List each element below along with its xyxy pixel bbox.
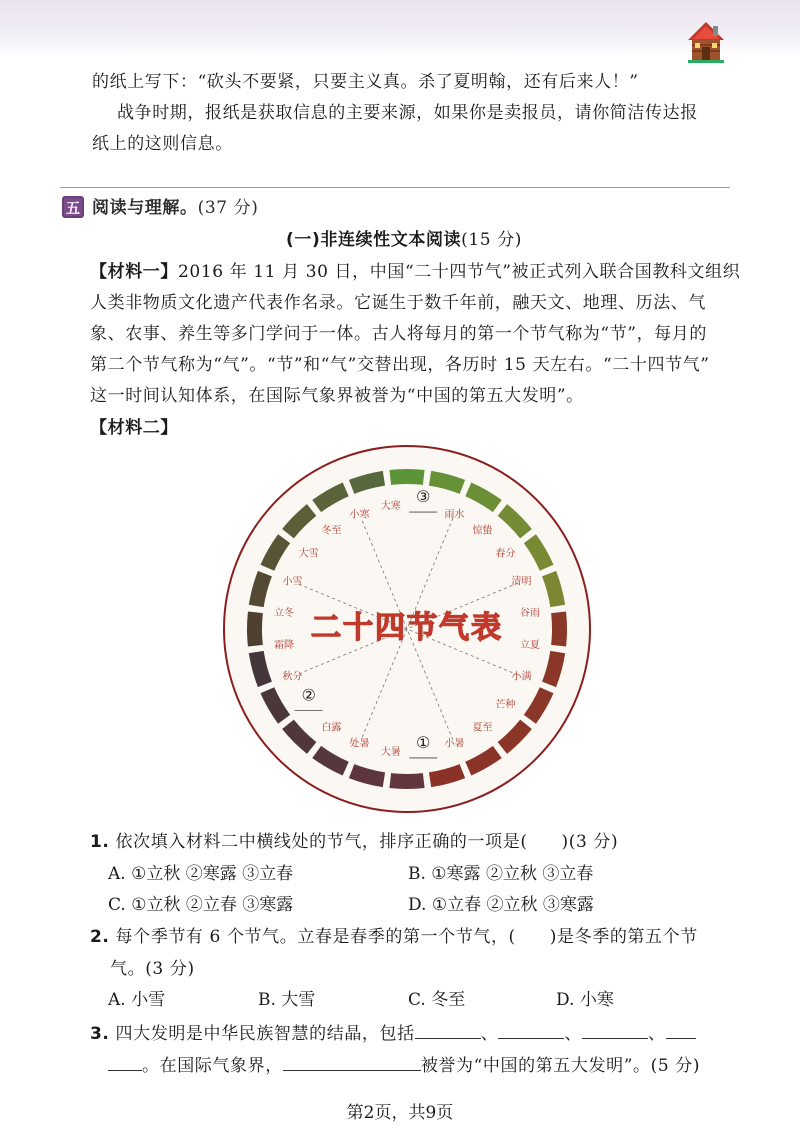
page-footer: 第2页，共9页 bbox=[346, 1103, 454, 1123]
q1-option-c[interactable]: C. ①立秋 ②立春 ③寒露 bbox=[108, 895, 294, 915]
ring-block bbox=[389, 773, 424, 789]
q3-sep-1: 、 bbox=[480, 1024, 499, 1044]
question-3 bbox=[90, 1022, 696, 1044]
material1-line-2: 人类非物质文化遗产代表作名录。它诞生于数千年前，融天文、地理、历法、气 bbox=[90, 293, 706, 313]
material2-label: 【材料二】 bbox=[90, 418, 178, 438]
wheel-title: 二十四节气表 bbox=[311, 610, 503, 646]
section-title-text: 阅读与理解。 bbox=[92, 198, 198, 218]
material1-line-3: 象、农事、养生等多门学问于一体。古人将每月的第一个节气称为“节”，每月的 bbox=[90, 324, 707, 344]
q3-blank-2[interactable] bbox=[498, 1022, 564, 1039]
passage-line-1: 的纸上写下：“砍头不要紧，只要主义真。杀了夏明翰，还有后来人！” bbox=[92, 72, 639, 92]
passage-line-2: 战争时期，报纸是获取信息的主要来源，如果你是卖报员，请你简洁传达报 bbox=[117, 103, 698, 123]
wheel-blank-marker: ② bbox=[301, 685, 316, 705]
solar-term-label: 大暑 bbox=[380, 746, 401, 758]
passage-line-3: 纸上的这则信息。 bbox=[92, 134, 233, 154]
q3-line2-tail: 被誉为“中国的第五大发明”。(5 分) bbox=[420, 1056, 701, 1076]
q2-option-c[interactable]: C. 冬至 bbox=[408, 990, 466, 1010]
solar-term-label: 立冬 bbox=[274, 607, 295, 619]
solar-term-label: 夏至 bbox=[472, 722, 493, 734]
solar-term-label: 小满 bbox=[511, 671, 532, 683]
q3-sep-2: 、 bbox=[564, 1024, 582, 1044]
q2-text-line-2: 气。(3 分) bbox=[110, 959, 195, 979]
ring-block bbox=[389, 469, 424, 485]
q1-number: 1. bbox=[90, 832, 110, 852]
q1-tail: )(3 分) bbox=[561, 832, 619, 852]
q1-text: 依次填入材料二中横线处的节气，排序正确的一项是( bbox=[115, 832, 528, 852]
q3-blank-4b[interactable] bbox=[108, 1054, 142, 1071]
solar-term-label: 雨水 bbox=[444, 509, 465, 521]
q3-line2-mid: 。在国际气象界， bbox=[142, 1056, 283, 1076]
q3-text: 四大发明是中华民族智慧的结晶，包括 bbox=[115, 1024, 415, 1044]
question-3-line-2 bbox=[108, 1054, 700, 1076]
material1-text-1: 2016 年 11 月 30 日，中国“二十四节气”被正式列入联合国教科文组织 bbox=[178, 262, 741, 282]
material1-line-1 bbox=[90, 262, 740, 282]
ring-block bbox=[551, 611, 567, 646]
q3-number: 3. bbox=[90, 1024, 110, 1044]
solar-term-label: 霜降 bbox=[274, 640, 295, 652]
solar-term-label: 秋分 bbox=[282, 671, 303, 683]
solar-term-label: 芒种 bbox=[495, 699, 516, 711]
q3-blank-1[interactable] bbox=[415, 1022, 481, 1039]
q2-tail: )是冬季的第五个节 bbox=[549, 927, 698, 947]
q3-blank-4a[interactable] bbox=[666, 1022, 696, 1039]
section-score: (37 分) bbox=[197, 198, 259, 218]
q3-sep-3: 、 bbox=[647, 1024, 666, 1044]
solar-term-label: 冬至 bbox=[321, 525, 342, 537]
q3-blank-3[interactable] bbox=[582, 1022, 648, 1039]
q1-option-d[interactable]: D. ①立春 ②立秋 ③寒露 bbox=[408, 895, 594, 915]
material1-line-4: 第二个节气称为“气”。“节”和“气”交替出现，各历时 15 天左右。“二十四节气” bbox=[90, 355, 710, 375]
house-icon bbox=[686, 20, 726, 64]
q2-number: 2. bbox=[90, 927, 110, 947]
wheel-blank-marker: ③ bbox=[416, 487, 431, 507]
q1-option-a[interactable]: A. ①立秋 ②寒露 ③立春 bbox=[108, 864, 294, 884]
q3-blank-5[interactable] bbox=[283, 1054, 421, 1071]
solar-term-label: 白露 bbox=[321, 722, 342, 734]
top-decorative-band bbox=[0, 0, 800, 58]
q1-option-b[interactable]: B. ①寒露 ②立秋 ③立春 bbox=[408, 864, 594, 884]
ring-block bbox=[247, 611, 263, 646]
subsection-title bbox=[286, 230, 522, 250]
q2-option-b[interactable]: B. 大雪 bbox=[258, 990, 316, 1010]
solar-term-label: 春分 bbox=[495, 548, 516, 560]
solar-term-label: 小暑 bbox=[444, 738, 465, 750]
q2-option-d[interactable]: D. 小寒 bbox=[556, 990, 614, 1010]
q2-text: 每个季节有 6 个节气。立春是春季的第一个节气，( bbox=[115, 927, 516, 947]
solar-term-label: 立夏 bbox=[519, 640, 540, 652]
section-badge: 五 bbox=[62, 196, 84, 218]
q2-option-a[interactable]: A. 小雪 bbox=[108, 990, 166, 1010]
solar-term-label: 小寒 bbox=[349, 509, 370, 521]
subsection-title-text: (一)非连续性文本阅读 bbox=[286, 230, 462, 250]
material1-line-5: 这一时间认知体系，在国际气象界被誉为“中国的第五大发明”。 bbox=[90, 386, 584, 406]
solar-term-label: 清明 bbox=[511, 576, 532, 588]
material1-label: 【材料一】 bbox=[90, 262, 178, 282]
wheel-blank-marker: ① bbox=[416, 732, 431, 752]
solar-term-label: 处暑 bbox=[349, 738, 370, 750]
solar-terms-wheel bbox=[222, 444, 592, 814]
solar-term-label: 大雪 bbox=[298, 548, 319, 560]
solar-term-label: 大寒 bbox=[380, 501, 401, 513]
section-divider bbox=[60, 187, 730, 188]
question-2 bbox=[90, 927, 698, 947]
section-title bbox=[92, 198, 259, 218]
solar-term-label: 惊蛰 bbox=[472, 525, 493, 537]
question-1 bbox=[90, 832, 618, 852]
solar-term-label: 谷雨 bbox=[519, 607, 540, 619]
solar-term-label: 小雪 bbox=[282, 576, 303, 588]
subsection-score: (15 分) bbox=[461, 230, 523, 250]
